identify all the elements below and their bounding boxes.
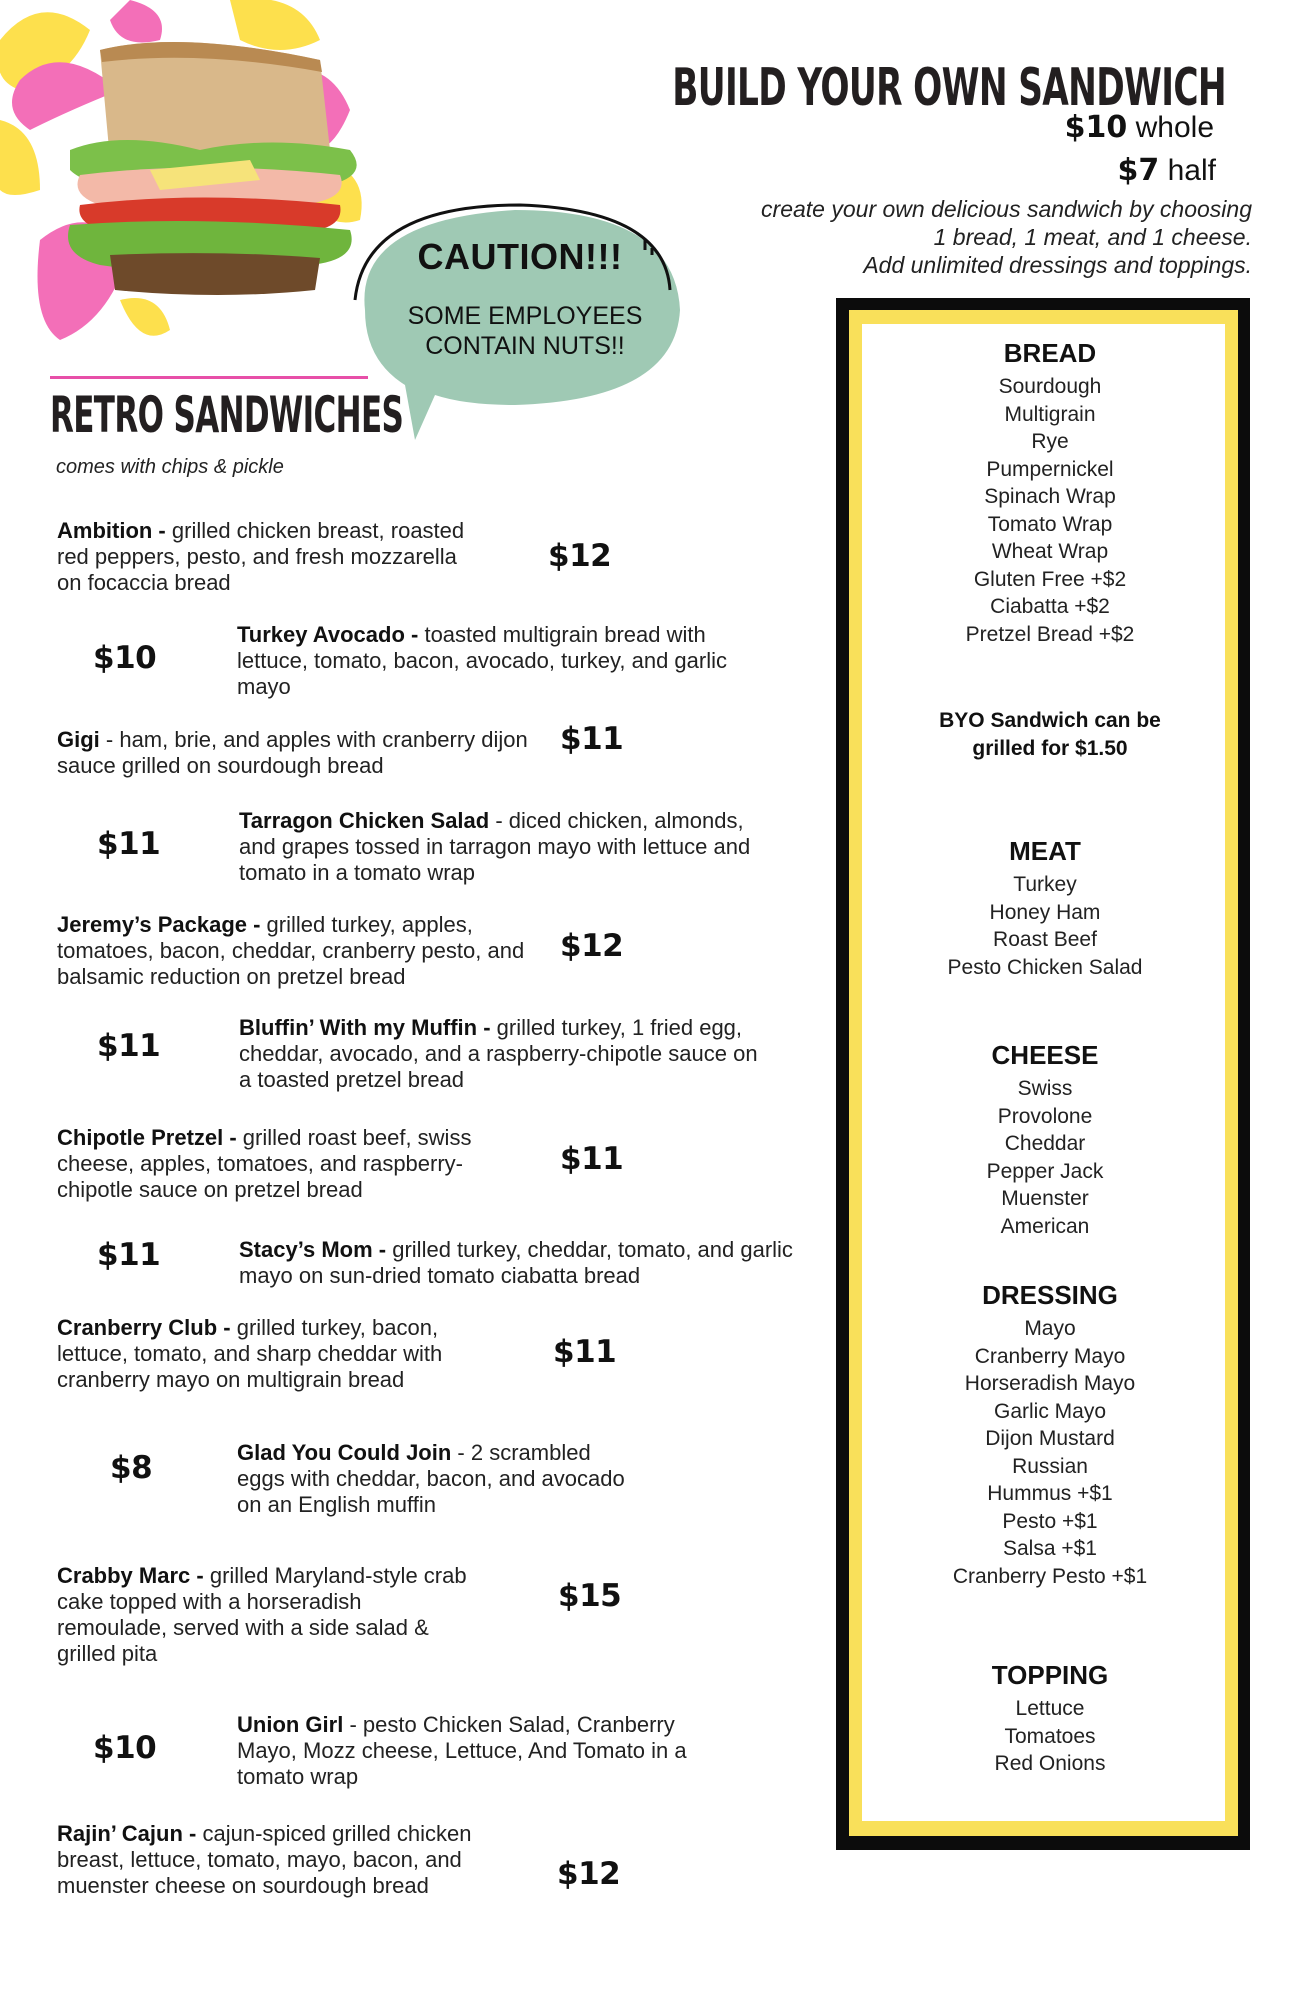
item-description: grilled Maryland-style crab cake topped with a horseradish remoulade, served with a side salad & grilled pita	[57, 1563, 467, 1666]
bread-heading: BREAD	[1003, 338, 1097, 368]
meat-section	[880, 836, 1210, 981]
item-price: $12	[557, 1856, 621, 1892]
topping-section	[890, 1660, 1210, 1778]
dressing-option: Mayo	[1024, 1317, 1076, 1340]
cheese-option: American	[1000, 1214, 1090, 1238]
item-description: - diced chicken, almonds, and grapes tossed in tarragon mayo with lettuce and tomato in a tomato wrap	[239, 808, 751, 885]
dressing-option: Hummus +$1	[987, 1482, 1113, 1505]
dressing-list	[890, 1315, 1210, 1590]
grill-note-line-2: grilled for $1.50	[972, 737, 1128, 760]
item-name: Cranberry Club -	[57, 1315, 231, 1340]
bread-option: Pretzel Bread +$2	[965, 622, 1135, 646]
cheese-option: Muenster	[1001, 1187, 1089, 1210]
meat-heading: MEAT	[1009, 836, 1081, 866]
meat-option: Turkey	[1013, 873, 1077, 896]
menu-item	[237, 1712, 687, 1790]
item-name: Rajin’ Cajun -	[57, 1821, 197, 1846]
bread-option: Gluten Free +$2	[973, 567, 1127, 591]
item-description: - pesto Chicken Salad, Cranberry Mayo, Mozz cheese, Lettuce, And Tomato in a tomato wrap	[237, 1712, 687, 1789]
topping-heading: TOPPING	[991, 1660, 1109, 1690]
cheese-section	[880, 1040, 1210, 1240]
menu-item	[237, 1440, 637, 1518]
menu-item	[57, 912, 547, 990]
item-description: grilled turkey, 1 fried egg, cheddar, avocado, and a raspberry-chipotle sauce on a toasted pretzel bread	[239, 1015, 758, 1092]
item-description: cajun-spiced grilled chicken breast, lettuce, tomato, mayo, bacon, and muenster cheese on sourdough bread	[57, 1821, 472, 1898]
dressing-section	[890, 1280, 1210, 1590]
menu-item	[57, 1125, 527, 1203]
cheese-option: Provolone	[997, 1104, 1093, 1128]
caution-line-1: SOME EMPLOYEES	[407, 302, 643, 330]
item-name: Jeremy’s Package -	[57, 912, 261, 937]
dressing-option: Cranberry Pesto +$1	[952, 1564, 1148, 1588]
menu-item	[57, 1821, 507, 1899]
bread-option: Multigrain	[1004, 402, 1096, 426]
item-price: $8	[110, 1450, 153, 1486]
item-price: $15	[558, 1578, 622, 1614]
cheese-option: Cheddar	[1004, 1132, 1086, 1155]
menu-item	[57, 1563, 477, 1667]
item-name: Crabby Marc -	[57, 1563, 204, 1588]
byo-price-half	[1118, 153, 1216, 188]
dressing-option: Russian	[1012, 1454, 1088, 1478]
cheese-option: Pepper Jack	[986, 1159, 1104, 1183]
item-price: $12	[560, 928, 624, 964]
bread-option: Ciabatta +$2	[990, 595, 1110, 618]
grill-note-line-1: BYO Sandwich can be	[939, 709, 1161, 732]
bread-option: Spinach Wrap	[984, 485, 1116, 508]
menu-item	[237, 622, 737, 700]
byo-whole-price: $10	[1064, 110, 1128, 145]
dressing-option: Garlic Mayo	[993, 1399, 1107, 1423]
item-name: Stacy’s Mom -	[239, 1237, 387, 1262]
bread-option: Tomato Wrap	[987, 512, 1113, 536]
byo-whole-label: whole	[1127, 111, 1214, 144]
topping-option: Red Onions	[994, 1752, 1106, 1775]
item-price: $11	[97, 826, 161, 862]
item-name: Union Girl	[237, 1712, 350, 1737]
menu-item	[239, 1015, 759, 1093]
cheese-list	[880, 1075, 1210, 1240]
bread-option: Rye	[1031, 430, 1069, 453]
meat-option: Honey Ham	[989, 900, 1101, 924]
menu-item	[239, 1237, 799, 1289]
bread-option: Sourdough	[998, 375, 1102, 398]
item-description: grilled chicken breast, roasted red peppers, pesto, and fresh mozzarella on focaccia bread	[57, 518, 465, 595]
item-price: $10	[93, 1730, 157, 1766]
topping-option: Tomatoes	[1004, 1724, 1096, 1748]
cheese-option: Swiss	[1017, 1077, 1073, 1100]
dressing-option: Pesto +$1	[1002, 1509, 1098, 1533]
byo-description-3: Add unlimited dressings and toppings.	[863, 252, 1252, 278]
meat-option: Pesto Chicken Salad	[947, 955, 1143, 979]
item-price: $10	[93, 640, 157, 676]
caution-title: CAUTION!!!	[417, 236, 623, 277]
item-name: Glad You Could Join	[237, 1440, 458, 1465]
item-price: $11	[560, 1141, 624, 1177]
item-name: Tarragon Chicken Salad	[239, 808, 496, 833]
item-name: Gigi	[57, 727, 106, 752]
bread-section	[890, 338, 1210, 648]
byo-half-label: half	[1159, 154, 1216, 187]
menu-item	[57, 1315, 507, 1393]
menu-item	[57, 518, 477, 596]
grill-note	[900, 707, 1200, 763]
section-divider	[50, 376, 368, 379]
item-price: $11	[97, 1028, 161, 1064]
item-description: grilled turkey, cheddar, tomato, and garlic mayo on sun-dried tomato ciabatta bread	[239, 1237, 793, 1288]
item-price: $11	[560, 721, 624, 757]
topping-list	[890, 1695, 1210, 1778]
meat-option: Roast Beef	[993, 928, 1097, 951]
item-name: Bluffin’ With my Muffin -	[239, 1015, 491, 1040]
section-subtitle: comes with chips & pickle	[56, 456, 284, 478]
byo-description-1: create your own delicious sandwich by choosing	[761, 196, 1252, 222]
item-description: grilled roast beef, swiss cheese, apples, tomatoes, and raspberry-chipotle sauce on pretzel bread	[57, 1125, 472, 1202]
item-description: grilled turkey, apples, tomatoes, bacon, cheddar, cranberry pesto, and balsamic reduction on pretzel bread	[57, 912, 525, 989]
byo-half-price: $7	[1117, 153, 1160, 188]
bread-list	[890, 373, 1210, 648]
byo-description-2: 1 bread, 1 meat, and 1 cheese.	[933, 224, 1252, 250]
sandwich-icon	[68, 42, 357, 295]
dressing-option: Horseradish Mayo	[964, 1372, 1136, 1395]
menu-item	[57, 727, 537, 779]
dressing-option: Salsa +$1	[1003, 1537, 1097, 1560]
caution-line-2: CONTAIN NUTS!!	[425, 332, 625, 360]
byo-title: BUILD YOUR OWN SANDWICH	[672, 58, 1226, 118]
menu-item	[239, 808, 759, 886]
item-price: $11	[97, 1237, 161, 1273]
byo-price-whole	[1065, 110, 1214, 145]
topping-option: Lettuce	[1015, 1697, 1085, 1720]
section-title: RETRO SANDWICHES	[50, 386, 404, 444]
item-description: grilled turkey, bacon, lettuce, tomato, and sharp cheddar with cranberry mayo on multigrain bread	[57, 1315, 443, 1392]
dressing-option: Dijon Mustard	[985, 1427, 1115, 1450]
item-name: Chipotle Pretzel -	[57, 1125, 237, 1150]
item-price: $12	[548, 538, 612, 574]
item-name: Ambition -	[57, 518, 166, 543]
cheese-heading: CHEESE	[991, 1040, 1099, 1070]
meat-list	[880, 871, 1210, 981]
bread-option: Pumpernickel	[986, 457, 1114, 481]
bread-option: Wheat Wrap	[991, 540, 1109, 563]
item-description: - 2 scrambled eggs with cheddar, bacon, and avocado on an English muffin	[237, 1440, 625, 1517]
item-price: $11	[553, 1334, 617, 1370]
item-name: Turkey Avocado -	[237, 622, 419, 647]
item-description: - ham, brie, and apples with cranberry dijon sauce grilled on sourdough bread	[57, 727, 528, 778]
item-description: toasted multigrain bread with lettuce, tomato, bacon, avocado, turkey, and garlic mayo	[237, 622, 727, 699]
dressing-option: Cranberry Mayo	[974, 1344, 1126, 1368]
dressing-heading: DRESSING	[982, 1280, 1118, 1310]
